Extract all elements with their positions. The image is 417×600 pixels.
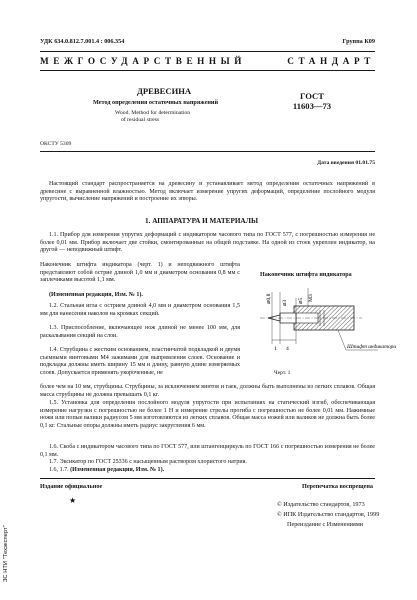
copyright-1999: © ИПК Издательство стандартов, 1999 [277,511,380,518]
english-title [115,110,190,124]
section-1-heading: 1. АППАРАТУРА И МАТЕРИАЛЫ [145,217,259,225]
star-icon: ★ [69,496,77,505]
okstu-code: ОКСТУ 5309 [40,141,72,147]
copyright-1973: © Издательство стандартов, 1973 [277,501,365,508]
figure-title: Наконечник штифта индикатора [260,272,352,278]
official-edition: Издание официальное [40,483,103,490]
banner-rule [40,70,375,71]
paragraph-1-1: 1.1. Прибор для измерения упругих деформаций с индикатором часового типа по ГОСТ 577, с погрешностью измерения не более 0,01 мм. Прибор включает две стойки, смонтированные на общей подставке. На одной из стоек укреплен индикатор, на другой — неподвижный штифт. [40,232,375,253]
amendment-note-1: (Измененная редакция, Изм. № 1). [49,292,143,298]
paragraph-1-3: 1.3. Приспособление, включающее нож длиной не менее 100 мм, для раскалывания секций на слои. [40,325,240,339]
dimension-len1: 1 [274,346,277,352]
english-title-line1: Wood. Method for determination [115,110,191,116]
top-rule [40,51,375,52]
amendment-note-2 [49,467,164,473]
gost-number: 11603—73 [292,101,332,111]
udk-code: УДК 634.0.812.7.001.4 : 006.354 [40,38,125,45]
dimension-d3: ⌀3 [282,299,288,306]
okstu-rule [40,151,375,152]
paragraph-1-1-continued: Наконечник штифта индикатора (черт. 1) и неподвижного штифта представляют собой острие длиной 1,0 мм и диаметром основания 0,8 мм с заплечиками высотой 1,1 мм. [40,262,240,283]
amendment-note-2-text: (Измененная редакция, Изм. № 1). [70,467,165,473]
figure-pin-tip [250,284,397,366]
standard-banner: МЕЖГОСУДАРСТВЕННЫЙ СТАНДАРТ [40,56,375,66]
pin-tip-drawing [250,284,397,366]
side-stamp: ЗС НТИ "Техэксперт" [3,525,9,582]
paragraph-1-4: 1.4. Струбцина с жестким основанием, пластинчатой подкладкой и двумя съемными винтовыми М4 зажимами для выпрямления слоев. Основание и подкладка должны иметь ширину 15 мм и длину, равную длине измеряемых слоев. Допускается применять укороченные, не [40,347,240,376]
pin-label: Штифт индикатора [347,344,397,350]
paragraph-1-5: 1.5. Установка для определения послойного модуля упругости при испытаниях на статический изгиб, обеспечивающая измерение нагрузки с погрешностью не более 1 Н и измерение стрелы прогиба с погрешностью не более 0,01 мм. Нажимные ножи или попые валики радиусом 5 мм изготовляются из легких сплавов. Общая масса ножей или валиков не должна быть более 0,1 кг. Стальные опоры должны иметь радиус закругления 6 мм. [40,400,375,429]
paragraph-1-7: 1.7. Эксикатор по ГОСТ 25336 с насыщенным раствором хлористого натрия. [49,459,247,465]
english-title-line2: of residual stress [121,117,160,124]
amendment-note-2-prefix: 1.6, 1.7. [49,467,69,473]
gost-designation [282,91,342,111]
reissue-note: Переиздание с Изменениями [287,521,364,528]
dimension-d08: ⌀0,8 [266,293,272,304]
figure-caption: Черт. 1 [274,370,291,376]
dimension-d5: ⌀5 [298,297,304,304]
reprint-notice: Перепечатка воспрещена [302,483,373,490]
paragraph-1-4-continued: более чем на 10 мм, струбцины. Струбцины, за исключением винтов и гаек, должны быть выполнены из легких сплавов. Общая масса струбцины не должна превышать 0,1 кг. [40,384,375,398]
dimension-len4: 4 [286,346,289,352]
paragraph-1-2: 1.2. Стальная игла с острием длиной 4,0 мм и диаметром основания 1,5 мм для нанесения наколов на кромках секций. [40,303,240,317]
document-subtitle: Метод определения остаточных напряжений [93,99,219,106]
dimension-thread: М3 [308,294,314,302]
group-code: Группа К09 [342,38,375,45]
date-introduced: Дата введения 01.01.75 [317,160,375,166]
document-title: ДРЕВЕСИНА [137,86,192,96]
footer-rule [40,478,375,479]
intro-paragraph: Настоящий стандарт распространяется на древесину и устанавливает метод определения остаточных напряжений в древесине с выравненной влажностью. Метод включает измерение упругих деформаций, определение послойного модуля упругости, вычисление напряжений и построение их эпюры. [40,181,375,202]
gost-label: ГОСТ [300,91,324,101]
paragraph-1-6: 1.6. Скоба с индикатором часового типа по ГОСТ 577, или штангенциркуль по ГОСТ 166 с погрешностью измерения не более 0,1 мм. [40,444,375,458]
